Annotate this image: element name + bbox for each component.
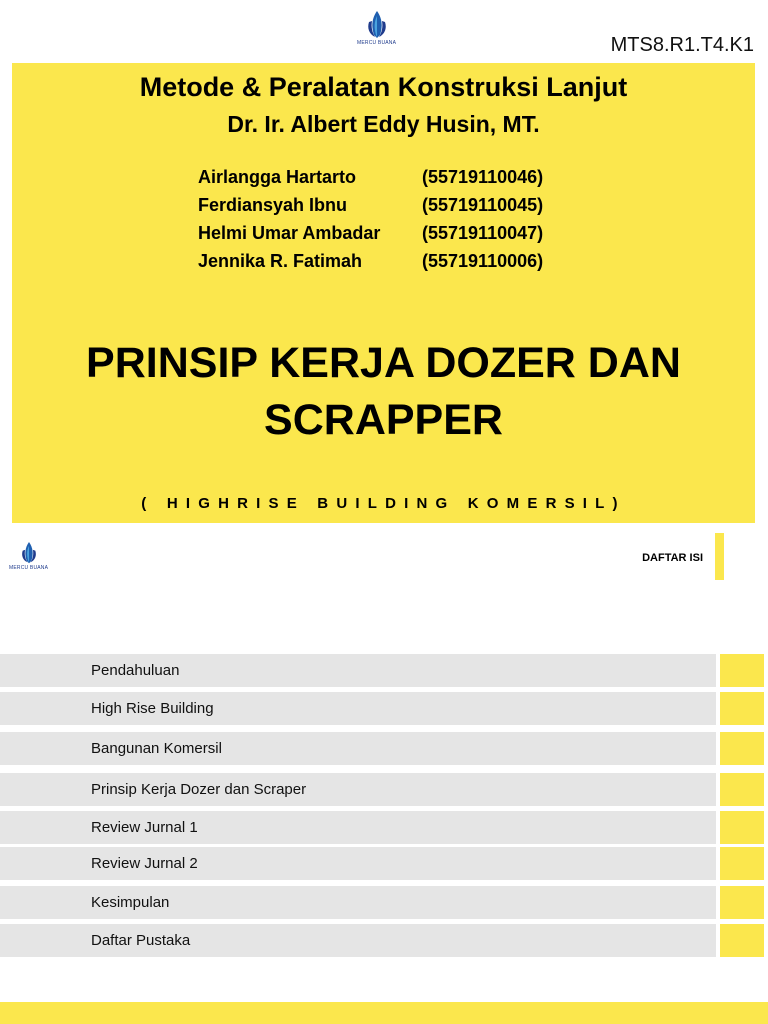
toc-item-pendahuluan[interactable] xyxy=(0,654,768,687)
toc-item-marker xyxy=(720,811,764,844)
toc-item-marker xyxy=(720,773,764,806)
toc-heading: DAFTAR ISI xyxy=(642,552,703,564)
toc-item-marker xyxy=(720,847,764,880)
toc-item-marker xyxy=(720,924,764,957)
toc-item-review-jurnal-1[interactable] xyxy=(0,811,768,844)
member-nim: (55719110006) xyxy=(422,251,544,271)
toc-item-prinsip-kerja[interactable] xyxy=(0,773,768,806)
member-nim: (55719110046) xyxy=(422,167,544,187)
university-logo xyxy=(357,10,396,46)
title-line-1: PRINSIP KERJA DOZER DAN xyxy=(86,339,681,387)
member-nim: (55719110045) xyxy=(422,195,544,215)
bottom-accent-bar xyxy=(0,1002,768,1024)
toc-item-label: Review Jurnal 1 xyxy=(91,819,198,836)
toc-item-bangunan-komersil[interactable] xyxy=(0,732,768,765)
document-code: MTS8.R1.T4.K1 xyxy=(610,34,754,56)
member-name: Jennika R. Fatimah xyxy=(198,251,363,271)
toc-item-label: Pendahuluan xyxy=(91,662,180,679)
member-name: Helmi Umar Ambadar xyxy=(198,223,381,243)
university-logo-small xyxy=(9,541,48,571)
toc-item-kesimpulan[interactable] xyxy=(0,886,768,919)
presentation-subtitle: ( HIGHRISE BUILDING KOMERSIL) xyxy=(141,495,626,512)
logo-text: MERCU BUANA xyxy=(9,565,49,571)
member-name: Ferdiansyah Ibnu xyxy=(198,195,348,215)
member-nim: (55719110047) xyxy=(422,223,544,243)
member-row xyxy=(198,251,543,279)
course-title: Metode & Peralatan Konstruksi Lanjut xyxy=(139,72,628,102)
toc-accent-bar xyxy=(715,533,724,580)
toc-item-label: Daftar Pustaka xyxy=(91,932,191,949)
mercu-buana-logo-icon xyxy=(18,541,40,565)
toc-item-marker xyxy=(720,886,764,919)
cover-panel xyxy=(12,63,755,523)
mercu-buana-logo-icon xyxy=(363,10,391,40)
logo-text: MERCU BUANA xyxy=(357,40,397,46)
toc-item-marker xyxy=(720,654,764,687)
toc-item-marker xyxy=(720,692,764,725)
member-list xyxy=(198,167,543,279)
toc-item-label: Prinsip Kerja Dozer dan Scraper xyxy=(91,781,307,798)
member-row xyxy=(198,195,543,223)
toc-item-high-rise-building[interactable] xyxy=(0,692,768,725)
member-row xyxy=(198,223,543,251)
member-row xyxy=(198,167,543,195)
toc-item-label: Bangunan Komersil xyxy=(91,740,222,757)
lecturer-name: Dr. Ir. Albert Eddy Husin, MT. xyxy=(227,111,540,137)
toc-item-label: Review Jurnal 2 xyxy=(91,855,198,872)
toc-item-review-jurnal-2[interactable] xyxy=(0,847,768,880)
title-line-2: SCRAPPER xyxy=(264,396,503,444)
toc-item-label: Kesimpulan xyxy=(91,894,170,911)
member-name: Airlangga Hartarto xyxy=(198,167,357,187)
toc-item-label: High Rise Building xyxy=(91,700,214,717)
toc-item-marker xyxy=(720,732,764,765)
presentation-title xyxy=(12,335,755,449)
toc-item-daftar-pustaka[interactable] xyxy=(0,924,768,957)
